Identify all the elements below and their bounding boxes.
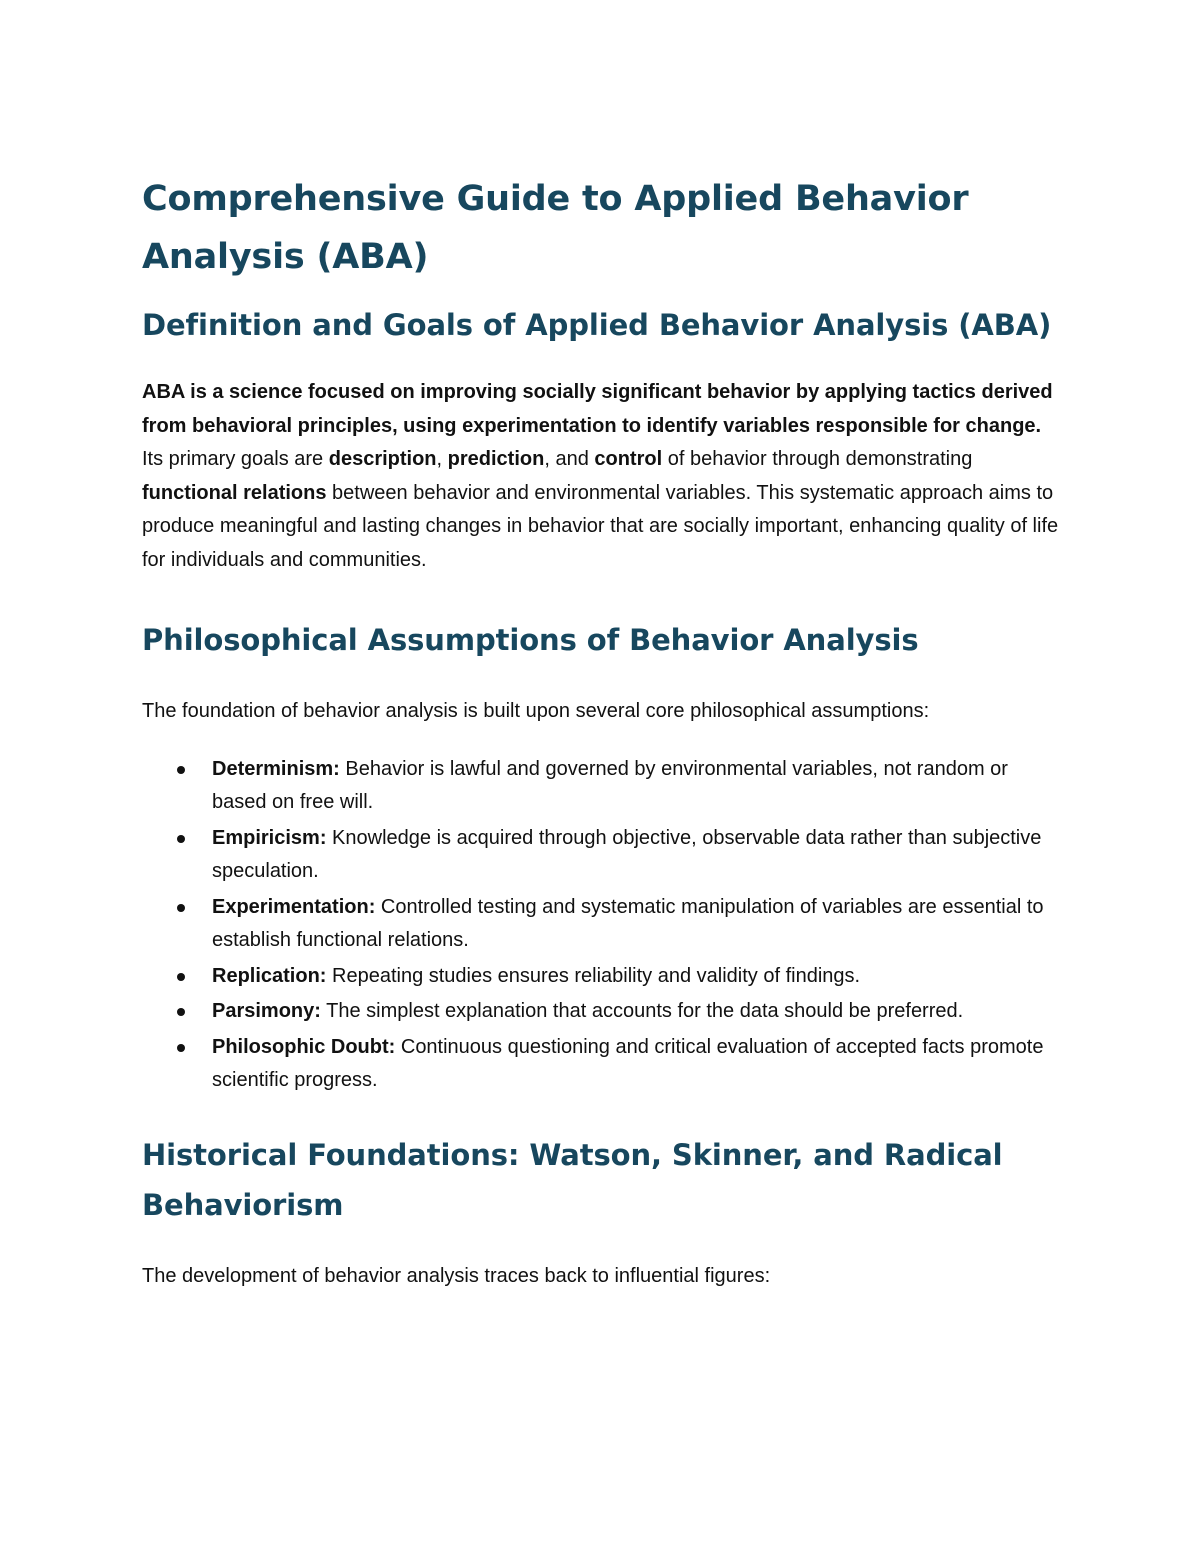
list-item-term: Parsimony: — [212, 1000, 321, 1022]
bullet-icon — [177, 835, 185, 843]
paragraph-text: , — [436, 448, 448, 470]
section-heading-historical-foundations: Historical Foundations: Watson, Skinner, and Radical Behaviorism — [142, 1137, 1003, 1222]
list-item-term: Experimentation: — [212, 895, 376, 918]
list-item — [142, 1031, 1062, 1098]
paragraph-text: of behavior through demonstrating — [662, 448, 973, 470]
bullet-icon — [177, 1008, 185, 1016]
document-body — [142, 170, 1062, 1293]
paragraph-text: between behavior and environmental variables. This systematic approach aims to produce meaningful and lasting changes in behavior that are socially important, enhancing quality of life for individuals and communities. — [142, 481, 1059, 571]
list-item-term: Empiricism: — [212, 826, 327, 849]
document-title: Comprehensive Guide to Applied Behavior Analysis (ABA) — [142, 179, 969, 277]
list-item-text: The simplest explanation that accounts for the data should be preferred. — [320, 1000, 964, 1022]
list-item — [142, 753, 1062, 820]
term-description: description — [328, 448, 437, 470]
list-item-text: Controlled testing and systematic manipulation of variables are essential to establish functional relations. — [212, 895, 1044, 951]
list-item — [142, 891, 1062, 958]
list-item-term: Replication: — [212, 964, 327, 987]
list-item-term: Philosophic Doubt: — [212, 1035, 396, 1058]
bullet-icon — [177, 973, 185, 981]
assumptions-list — [142, 753, 1062, 1098]
definition-bold-lead: ABA is a science focused on improving socially significant behavior by applying tactics derived from behavioral principles, using experimentation to identify variables responsible for change. — [142, 381, 1053, 437]
historical-intro: The development of behavior analysis traces back to influential figures: — [142, 1264, 771, 1287]
section-heading-definition: Definition and Goals of Applied Behavior Analysis (ABA) — [142, 308, 1052, 342]
list-item-text: Continuous questioning and critical evaluation of accepted facts promote scientific progress. — [212, 1035, 1044, 1091]
list-item — [142, 995, 1062, 1029]
bullet-icon — [177, 1044, 185, 1052]
paragraph-text: Its primary goals are — [142, 448, 329, 470]
list-item — [142, 822, 1062, 889]
list-item-text: Repeating studies ensures reliability and validity of findings. — [326, 964, 861, 987]
section-heading-philosophical-assumptions: Philosophical Assumptions of Behavior Analysis — [142, 623, 919, 657]
bullet-icon — [177, 904, 185, 912]
list-item — [142, 960, 1062, 994]
assumptions-intro: The foundation of behavior analysis is built upon several core philosophical assumptions: — [142, 700, 930, 722]
paragraph-text: , and — [544, 448, 595, 470]
definition-paragraph — [142, 376, 1062, 577]
term-functional-relations: functional relations — [142, 481, 327, 504]
list-item-term: Determinism: — [212, 757, 340, 780]
list-item-text: Knowledge is acquired through objective, observable data rather than subjective speculation. — [212, 826, 1042, 882]
term-prediction: prediction — [447, 448, 545, 470]
bullet-icon — [177, 766, 185, 774]
list-item-text: Behavior is lawful and governed by environmental variables, not random or based on free will. — [212, 757, 1008, 813]
term-control: control — [594, 448, 663, 470]
